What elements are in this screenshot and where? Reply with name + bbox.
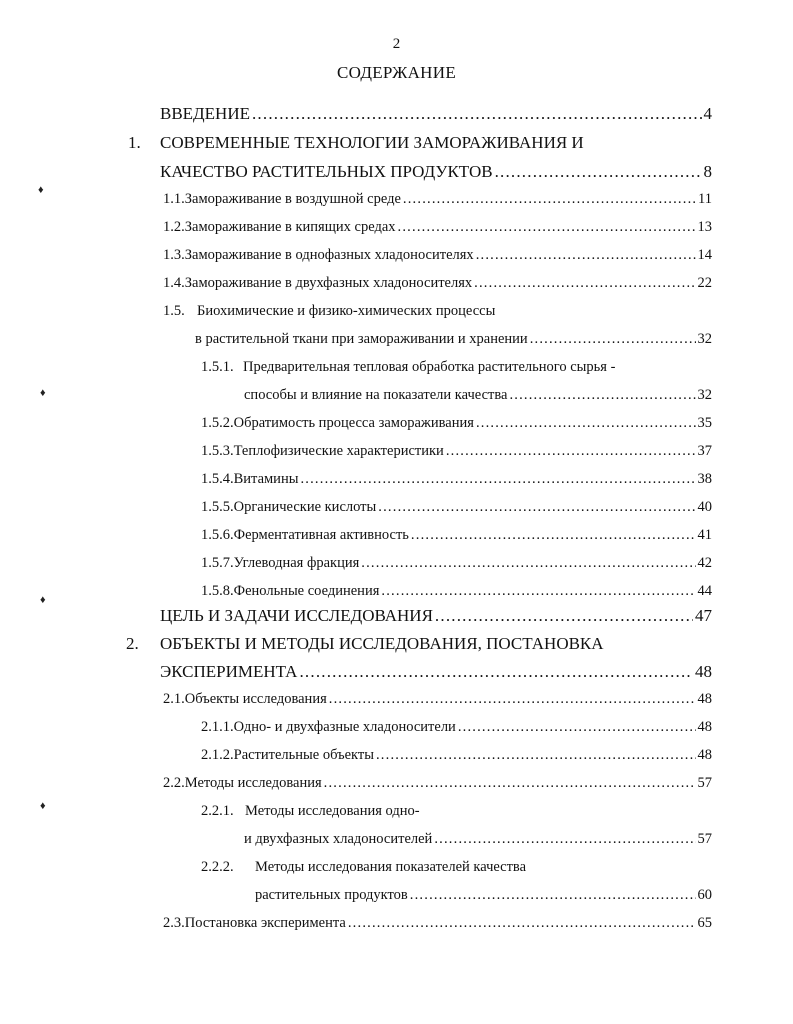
toc-entry-number: 2. (126, 634, 139, 653)
toc-entry-1-5-5 (201, 499, 712, 516)
toc-entry-number: 1.5.3. (201, 443, 234, 459)
toc-entry-title: СОВРЕМЕННЫЕ ТЕХНОЛОГИИ ЗАМОРАЖИВАНИЯ И (160, 133, 584, 152)
leader-dots (474, 275, 695, 292)
leader-dots (411, 527, 696, 544)
toc-entry-number: 2.1. (163, 691, 185, 707)
toc-entry-1-5-6 (201, 527, 712, 544)
toc-entry-number: 1.4. (163, 275, 185, 291)
toc-entry-2-3 (163, 915, 712, 932)
toc-entry-title: Постановка эксперимента (184, 915, 346, 931)
toc-entry-chapter-1-cont (160, 162, 712, 182)
scan-mark: ♦ (40, 800, 46, 812)
toc-entry-page: 44 (697, 583, 712, 599)
toc-entry-number: 1.3. (163, 247, 185, 263)
toc-entry-title: ВВЕДЕНИЕ (160, 104, 250, 123)
toc-entry-number: 2.1.2. (201, 747, 234, 763)
toc-entry-page: 14 (697, 247, 712, 263)
toc-entry-page: 60 (697, 887, 712, 903)
toc-entry-title: Биохимические и физико-химических процессы (197, 303, 496, 319)
leader-dots (530, 331, 696, 348)
toc-entry-1-5-8 (201, 583, 712, 600)
scan-mark: ♦ (40, 594, 46, 606)
toc-entry-1-2 (163, 219, 712, 236)
toc-entry-title: растительных продуктов (255, 887, 408, 903)
leader-dots (403, 191, 696, 208)
toc-entry-page: 35 (697, 415, 712, 431)
toc-entry-number: 1.5.6. (201, 527, 234, 543)
toc-entry-title: Методы исследования одно- (245, 803, 420, 819)
leader-dots (509, 387, 695, 404)
scan-mark: ♦ (40, 387, 46, 399)
leader-dots (435, 606, 693, 626)
toc-entry-title: Теплофизические характеристики (233, 443, 444, 459)
toc-entry-title: Одно- и двухфазные хладоносители (233, 719, 456, 735)
toc-entry-chapter-1 (128, 133, 712, 153)
toc-entry-1-5-7 (201, 555, 712, 572)
toc-entry-title: Замораживание в кипящих средах (184, 219, 396, 235)
toc-entry-title: Растительные объекты (233, 747, 374, 763)
toc-entry-title: Объекты исследования (184, 691, 327, 707)
toc-entry-number: 1.5.4. (201, 471, 234, 487)
toc-entry-1-3 (163, 247, 712, 264)
toc-entry-title: в растительной ткани при замораживании и хранении (195, 331, 528, 347)
toc-entry-number: 1. (128, 133, 141, 152)
toc-entry-2-2-2 (201, 859, 712, 876)
toc-entry-title: Замораживание в двухфазных хладоносителях (184, 275, 473, 291)
toc-entry-page: 11 (698, 191, 712, 207)
toc-entry-number: 2.2.1. (201, 803, 234, 819)
leader-dots (446, 443, 696, 460)
leader-dots (299, 662, 693, 682)
toc-entry-2-1-2 (201, 747, 712, 764)
leader-dots (376, 747, 696, 764)
toc-entry-chapter-2-cont (160, 662, 712, 682)
toc-entry-title: Замораживание в однофазных хладоносителях (184, 247, 474, 263)
toc-entry-page: 57 (697, 831, 712, 847)
toc-entry-title: Методы исследования показателей качества (255, 859, 527, 875)
toc-entry-2-1-1 (201, 719, 712, 736)
toc-entry-title: Органические кислоты (233, 499, 377, 515)
toc-entry-introduction (160, 104, 712, 124)
toc-entry-number: 1.5.5. (201, 499, 234, 515)
toc-entry-page: 40 (697, 499, 712, 515)
toc-entry-title: и двухфазных хладоносителей (244, 831, 433, 847)
toc-entry-page: 32 (697, 387, 712, 403)
toc-entry-page: 48 (695, 662, 712, 681)
toc-entry-1-5-1 (201, 359, 712, 376)
toc-entry-number: 1.5.2. (201, 415, 234, 431)
toc-entry-1-5-cont (195, 331, 712, 348)
toc-entry-number: 2.1.1. (201, 719, 234, 735)
toc-entry-page: 4 (703, 104, 712, 123)
toc-entry-number: 1.5.7. (201, 555, 234, 571)
toc-entry-title: Ферментативная активность (233, 527, 409, 543)
toc-entry-2-2-1-cont (244, 831, 712, 848)
toc-entry-1-5 (163, 303, 712, 320)
toc-entry-number: 1.5.1. (201, 359, 234, 375)
toc-entry-number: 1.5.8. (201, 583, 234, 599)
toc-entry-title: Углеводная фракция (233, 555, 360, 571)
toc-entry-title: Методы исследования (184, 775, 322, 791)
toc-entry-2-2 (163, 775, 712, 792)
toc-entry-2-1 (163, 691, 712, 708)
leader-dots (252, 104, 702, 124)
toc-entry-1-5-4 (201, 471, 712, 488)
toc-entry-page: 48 (697, 719, 712, 735)
toc-entry-title: Обратимость процесса замораживания (233, 415, 474, 431)
leader-dots (348, 915, 696, 932)
toc-entry-page: 57 (697, 775, 712, 791)
leader-dots (476, 415, 696, 432)
toc-entry-page: 41 (697, 527, 712, 543)
toc-entry-1-4 (163, 275, 712, 292)
toc-entry-title: КАЧЕСТВО РАСТИТЕЛЬНЫХ ПРОДУКТОВ (160, 162, 493, 181)
toc-entry-title: способы и влияние на показатели качества (244, 387, 508, 403)
toc-entry-page: 65 (697, 915, 712, 931)
leader-dots (381, 583, 695, 600)
leader-dots (458, 719, 696, 736)
toc-entry-1-5-3 (201, 443, 712, 460)
leader-dots (329, 691, 696, 708)
toc-entry-title: Витамины (233, 471, 299, 487)
toc-entry-2-2-2-cont (255, 887, 712, 904)
toc-entry-number: 1.5. (163, 303, 185, 319)
toc-entry-1-5-1-cont (244, 387, 712, 404)
toc-entry-number: 2.3. (163, 915, 185, 931)
toc-entry-2-2-1 (201, 803, 712, 820)
leader-dots (361, 555, 695, 572)
leader-dots (434, 831, 695, 848)
leader-dots (324, 775, 696, 792)
toc-entry-title: Предварительная тепловая обработка растительного сырья - (243, 359, 616, 375)
toc-entry-page: 37 (697, 443, 712, 459)
leader-dots (378, 499, 695, 516)
toc-entry-page: 48 (697, 747, 712, 763)
scan-mark: ♦ (38, 184, 44, 196)
toc-entry-number: 1.1. (163, 191, 185, 207)
toc-entry-title: ОБЪЕКТЫ И МЕТОДЫ ИССЛЕДОВАНИЯ, ПОСТАНОВКА (160, 634, 604, 653)
toc-entry-number: 2.2. (163, 775, 185, 791)
toc-entry-title: ЭКСПЕРИМЕНТА (160, 662, 298, 681)
page-number: 2 (392, 36, 401, 52)
leader-dots (410, 887, 696, 904)
toc-entry-page: 13 (697, 219, 712, 235)
toc-entry-number: 2.2.2. (201, 859, 234, 875)
toc-entry-goals (160, 606, 712, 626)
page-title: СОДЕРЖАНИЕ (336, 63, 457, 82)
toc-entry-page: 8 (703, 162, 712, 181)
leader-dots (495, 162, 702, 182)
leader-dots (398, 219, 696, 236)
toc-entry-1-5-2 (201, 415, 712, 432)
leader-dots (476, 247, 696, 264)
toc-entry-page: 47 (695, 606, 712, 625)
toc-entry-page: 32 (697, 331, 712, 347)
toc-entry-title: Фенольные соединения (233, 583, 380, 599)
toc-entry-page: 42 (697, 555, 712, 571)
toc-entry-chapter-2 (126, 634, 712, 654)
toc-entry-page: 38 (697, 471, 712, 487)
toc-entry-page: 48 (697, 691, 712, 707)
leader-dots (300, 471, 695, 488)
toc-entry-1-1 (163, 191, 712, 208)
toc-entry-title: ЦЕЛЬ И ЗАДАЧИ ИССЛЕДОВАНИЯ (160, 606, 433, 625)
toc-entry-title: Замораживание в воздушной среде (184, 191, 401, 207)
toc-entry-number: 1.2. (163, 219, 185, 235)
toc-entry-page: 22 (697, 275, 712, 291)
